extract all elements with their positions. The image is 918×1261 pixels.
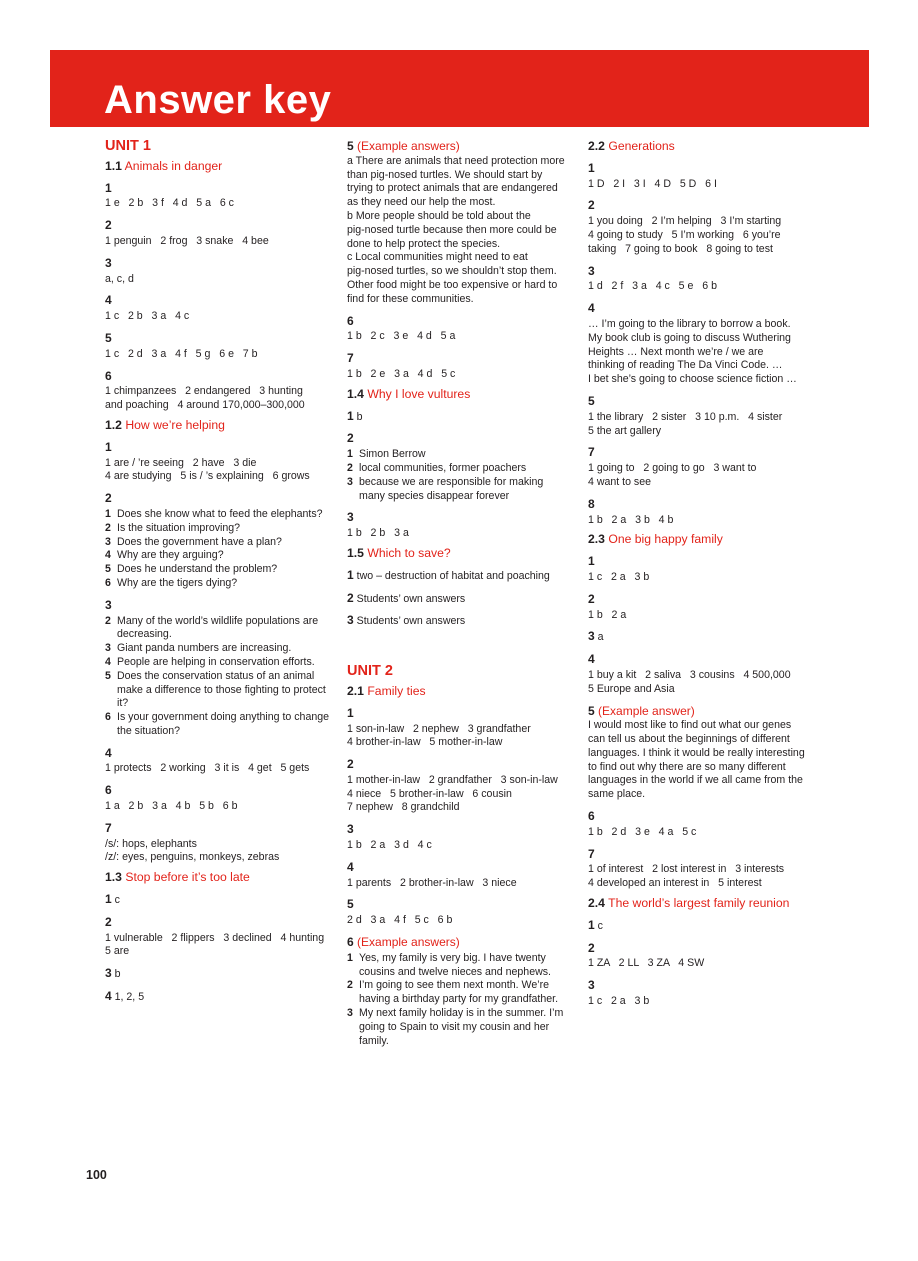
item-number: 1	[347, 951, 353, 964]
page-number: 100	[86, 1168, 107, 1182]
answer-item	[105, 656, 333, 670]
section-heading	[588, 533, 813, 547]
item-text: because we are responsible for making many species disappear forever	[359, 475, 544, 502]
answer-line: 1 penguin 2 frog 3 snake 4 bee	[105, 234, 269, 247]
item-text: Why are they arguing?	[117, 549, 224, 562]
exercise-number: 2	[588, 940, 595, 955]
exercise	[347, 315, 572, 345]
section-heading	[347, 685, 572, 699]
exercise	[588, 446, 813, 489]
answer-line: 1 buy a kit 2 saliva 3 cousins 4 500,000	[588, 668, 791, 681]
exercise-number: 1	[105, 439, 112, 454]
section-number: 2.2	[588, 139, 605, 153]
answer-line: a, c, d	[105, 272, 134, 285]
section-title: Why I love vultures	[367, 386, 471, 401]
section-title: Stop before it’s too late	[125, 870, 250, 885]
answer-line: 1 b 2 a	[588, 608, 627, 621]
answer-column-1	[105, 140, 333, 1005]
item-text: Why are the tigers dying?	[117, 576, 238, 589]
answer-item	[105, 508, 333, 522]
answer-line: 1 vulnerable 2 flippers 3 declined 4 hunting	[105, 931, 325, 944]
answer-line: 4 want to see	[588, 475, 652, 488]
section-number: 1.3	[105, 870, 122, 885]
exercise-number: 2	[588, 591, 595, 606]
exercise-number: 1	[105, 892, 112, 907]
answer-item	[347, 1007, 572, 1048]
answer-line: 1 the library 2 sister 3 10 p.m. 4 sister	[588, 410, 783, 423]
section-title: The world’s largest family reunion	[608, 896, 790, 911]
answer-line: Heights … Next month we’re / we are	[588, 345, 764, 358]
exercise-number: 5	[588, 393, 595, 408]
exercise	[105, 182, 333, 212]
answer-line: thinking of reading The Da Vinci Code. …	[588, 359, 783, 372]
section-title: One big happy family	[608, 532, 723, 547]
item-number: 6	[105, 576, 111, 589]
answer-line: b More people should be told about the	[347, 209, 531, 222]
exercise-number: 3	[588, 263, 595, 278]
answer-line: 1 of interest 2 lost interest in 3 interests	[588, 863, 785, 876]
answer-line: 1 are / ’re seeing 2 have 3 die	[105, 456, 257, 469]
answer-line: trying to protect animals that are endangered	[347, 182, 558, 195]
exercise	[105, 441, 333, 484]
item-number: 1	[347, 448, 353, 461]
section-number: 2.3	[588, 532, 605, 547]
exercise-number: 4	[588, 652, 595, 667]
answer-item	[347, 448, 572, 462]
exercise-number: 3	[588, 978, 595, 993]
item-number: 5	[105, 669, 111, 682]
answer-line: 1 going to 2 going to go 3 want to	[588, 462, 757, 475]
answer-line: I would most like to find out what our genes	[588, 719, 792, 732]
item-number: 2	[105, 614, 111, 627]
answer-item	[105, 615, 333, 643]
exercise	[588, 302, 813, 387]
exercise-number: 7	[588, 445, 595, 460]
answer-line: pig-nosed turtles, so we shouldn’t stop them.	[347, 265, 557, 278]
item-number: 2	[347, 979, 353, 992]
exercise-number: 3	[347, 510, 354, 525]
answer-paragraph	[588, 719, 813, 802]
exercise-subtitle	[347, 936, 572, 950]
answer-line: 1 d 2 f 3 a 4 c 5 e 6 b	[588, 280, 717, 293]
exercise-number: 7	[347, 351, 354, 366]
exercise	[588, 810, 813, 840]
section-number: 6	[347, 935, 354, 950]
exercise	[105, 219, 333, 249]
exercise-number: 1	[105, 180, 112, 195]
exercise-number: 7	[105, 820, 112, 835]
exercise-number: 1	[347, 705, 354, 720]
exercise-number: 1	[347, 408, 354, 423]
item-number: 5	[105, 563, 111, 576]
answer-line: 1 a 2 b 3 a 4 b 5 b 6 b	[105, 800, 238, 813]
exercise	[347, 432, 572, 503]
exercise	[588, 555, 813, 585]
exercise-number: 6	[105, 368, 112, 383]
section-title: Animals in danger	[124, 158, 223, 173]
exercise-inline	[347, 410, 572, 425]
item-number: 2	[347, 461, 353, 474]
item-text: Is the situation improving?	[117, 521, 241, 534]
exercise-answer: b	[114, 968, 121, 981]
exercise-number: 8	[588, 496, 595, 511]
exercise-number: 2	[105, 914, 112, 929]
exercise-number: 3	[105, 597, 112, 612]
item-number: 1	[105, 507, 111, 520]
exercise-answer: b	[356, 410, 363, 423]
exercise-number: 1	[588, 554, 595, 569]
answer-line: 4 brother-in-law 5 mother-in-law	[347, 736, 503, 749]
exercise	[588, 265, 813, 295]
answer-item	[347, 979, 572, 1007]
section-number: 1.2	[105, 417, 122, 432]
section-title: (Example answer)	[598, 703, 695, 718]
exercise-inline	[588, 630, 813, 645]
exercise-number: 5	[347, 897, 354, 912]
answer-line: 5 Europe and Asia	[588, 682, 675, 695]
answer-line: 1 b 2 b 3 a	[347, 527, 409, 540]
item-number: 6	[105, 711, 111, 724]
exercise-answer: two – destruction of habitat and poaching	[356, 569, 550, 582]
section-heading	[588, 140, 813, 154]
item-text: Giant panda numbers are increasing.	[117, 642, 292, 655]
item-text: Does the government have a plan?	[117, 535, 282, 548]
exercise	[347, 952, 572, 1049]
exercise-number: 2	[347, 431, 354, 446]
item-number: 4	[105, 655, 111, 668]
item-text: Is your government doing anything to change the situation?	[117, 711, 330, 737]
item-text: Does the conservation status of an animal make a difference to those fighting to protect it?	[117, 669, 326, 710]
answer-line: taking 7 going to book 8 going to test	[588, 242, 773, 255]
exercise	[588, 395, 813, 438]
answer-item	[105, 536, 333, 550]
exercise	[588, 498, 813, 528]
answer-item	[105, 563, 333, 577]
answer-line: 1 mother-in-law 2 grandfather 3 son-in-law	[347, 773, 558, 786]
item-number: 3	[105, 535, 111, 548]
exercise	[347, 898, 572, 928]
exercise	[347, 758, 572, 815]
answer-line: same place.	[588, 788, 646, 801]
exercise-number: 4	[105, 989, 112, 1004]
exercise-number: 1	[588, 917, 595, 932]
exercise-subtitle	[347, 140, 572, 154]
exercise	[105, 370, 333, 413]
answer-line: 1 c 2 d 3 a 4 f 5 g 6 e 7 b	[105, 347, 258, 360]
answer-line: to find out why there are so many different	[588, 760, 786, 773]
exercise	[105, 332, 333, 362]
answer-column-2	[347, 140, 572, 1048]
item-number: 4	[105, 549, 111, 562]
exercise-number: 6	[105, 783, 112, 798]
item-text: People are helping in conservation efforts.	[117, 655, 315, 668]
answer-line: 1 b 2 c 3 e 4 d 5 a	[347, 330, 456, 343]
answer-line: 1 b 2 d 3 e 4 a 5 c	[588, 825, 697, 838]
answer-column-3	[588, 140, 813, 1009]
item-text: Simon Berrow	[359, 448, 426, 461]
answer-line: 2 d 3 a 4 f 5 c 6 b	[347, 914, 453, 927]
answer-item	[347, 952, 572, 980]
answer-item	[105, 670, 333, 711]
section-number: 5	[588, 703, 595, 718]
answer-line: 5 the art gallery	[588, 424, 662, 437]
answer-item	[105, 549, 333, 563]
exercise	[347, 861, 572, 891]
exercise-number: 1	[588, 160, 595, 175]
answer-line: than pig-nosed turtles. We should start by	[347, 168, 543, 181]
section-heading	[347, 547, 572, 561]
answer-line: and poaching 4 around 170,000–300,000	[105, 399, 305, 412]
answer-item	[105, 642, 333, 656]
exercise-number: 2	[105, 491, 112, 506]
section-heading	[105, 871, 333, 885]
exercise-answer: a	[597, 631, 604, 644]
exercise-number: 2	[105, 218, 112, 233]
item-text: My next family holiday is in the summer. I’m going to Spain to visit my cousin and her family.	[359, 1007, 564, 1047]
section-title: (Example answers)	[357, 935, 460, 950]
answer-item	[347, 462, 572, 476]
page-title: Answer key	[104, 78, 332, 122]
answer-line: /z/: eyes, penguins, monkeys, zebras	[105, 851, 280, 864]
exercise-inline	[347, 614, 572, 629]
answer-line: 4 going to study 5 I’m working 6 you’re	[588, 228, 781, 241]
answer-line: 1 c 2 a 3 b	[588, 570, 650, 583]
section-number: 2.1	[347, 683, 364, 698]
exercise-inline	[588, 919, 813, 934]
answer-line: languages. I think it would be really interesting	[588, 746, 805, 759]
exercise-number: 7	[588, 846, 595, 861]
exercise-number: 4	[105, 293, 112, 308]
exercise	[105, 257, 333, 287]
answer-paragraph	[347, 155, 572, 307]
section-heading	[105, 419, 333, 433]
section-number: 5	[347, 139, 354, 153]
answer-line: /s/: hops, elephants	[105, 837, 197, 850]
answer-line: 7 nephew 8 grandchild	[347, 801, 460, 814]
exercise-answer: c	[597, 919, 603, 932]
section-title: (Example answers)	[357, 139, 460, 153]
exercise-number: 4	[105, 745, 112, 760]
answer-item	[105, 577, 333, 591]
exercise-number: 5	[105, 330, 112, 345]
exercise	[588, 979, 813, 1009]
answer-item	[105, 711, 333, 739]
answer-line: 4 developed an interest in 5 interest	[588, 877, 762, 890]
exercise	[105, 492, 333, 591]
exercise-inline	[347, 569, 572, 584]
exercise-number: 4	[588, 301, 595, 316]
exercise	[105, 747, 333, 777]
exercise-inline	[347, 592, 572, 607]
section-number: 1.1	[105, 158, 122, 173]
exercise-number: 1	[347, 567, 354, 582]
exercise	[347, 707, 572, 750]
item-text: Does she know what to feed the elephants?	[117, 507, 323, 520]
answer-line: can tell us about the beginnings of different	[588, 733, 790, 746]
exercise	[105, 784, 333, 814]
section-heading	[588, 897, 813, 911]
answer-line: a There are animals that need protection more	[347, 154, 565, 167]
answer-line: 5 are	[105, 945, 130, 958]
answer-line: pig-nosed turtle because then more could be	[347, 223, 557, 236]
exercise-answer: 1, 2, 5	[114, 991, 145, 1004]
exercise-number: 3	[105, 966, 112, 981]
exercise	[347, 352, 572, 382]
answer-line: 4 are studying 5 is / ’s explaining 6 grows	[105, 470, 310, 483]
answer-line: 1 D 2 I 3 I 4 D 5 D 6 I	[588, 177, 717, 190]
exercise	[105, 916, 333, 959]
item-number: 2	[105, 521, 111, 534]
section-title: Family ties	[367, 683, 426, 698]
exercise-number: 6	[588, 809, 595, 824]
item-number: 3	[347, 475, 353, 488]
answer-line: 1 b 2 e 3 a 4 d 5 c	[347, 367, 456, 380]
answer-line: 4 niece 5 brother-in-law 6 cousin	[347, 787, 512, 800]
exercise-number: 3	[588, 629, 595, 644]
answer-line: 1 protects 2 working 3 it is 4 get 5 gets	[105, 762, 310, 775]
item-number: 3	[347, 1007, 353, 1020]
unit-heading: UNIT 2	[347, 663, 393, 680]
exercise-number: 2	[347, 757, 354, 772]
exercise	[588, 653, 813, 696]
exercise-inline	[105, 990, 333, 1005]
item-text: local communities, former poachers	[359, 461, 527, 474]
answer-line: 1 c 2 a 3 b	[588, 995, 650, 1008]
answer-line: My book club is going to discuss Wuthering	[588, 331, 791, 344]
item-text: Does he understand the problem?	[117, 563, 278, 576]
answer-line: … I’m going to the library to borrow a book.	[588, 317, 791, 330]
answer-line: 1 parents 2 brother-in-law 3 niece	[347, 876, 517, 889]
exercise	[588, 162, 813, 192]
exercise-number: 4	[347, 859, 354, 874]
section-title: How we’re helping	[125, 417, 225, 432]
exercise	[347, 511, 572, 541]
item-number: 3	[105, 642, 111, 655]
section-number: 1.4	[347, 386, 364, 401]
exercise	[105, 599, 333, 739]
answer-line: 1 son-in-law 2 nephew 3 grandfather	[347, 722, 531, 735]
exercise	[588, 942, 813, 972]
exercise-number: 3	[347, 613, 354, 628]
exercise-answer: Students’ own answers	[356, 592, 466, 605]
answer-line: Other food might be too expensive or hard to	[347, 278, 558, 291]
exercise	[105, 822, 333, 865]
answer-line: 1 c 2 b 3 a 4 c	[105, 310, 190, 323]
section-title: Generations	[608, 139, 675, 153]
item-text: I’m going to see them next month. We’re having a birthday party for my grandfather.	[359, 979, 559, 1006]
answer-line: 1 you doing 2 I’m helping 3 I’m starting	[588, 215, 782, 228]
section-heading	[347, 388, 572, 402]
answer-line: as they need our help the most.	[347, 196, 496, 209]
item-text: Yes, my family is very big. I have twenty cousins and twelve nieces and nephews.	[359, 951, 551, 978]
section-number: 1.5	[347, 545, 364, 560]
answer-line: c Local communities might need to eat	[347, 251, 528, 264]
exercise	[588, 848, 813, 891]
section-heading	[105, 160, 333, 174]
exercise-answer: Students’ own answers	[356, 615, 466, 628]
exercise	[347, 823, 572, 853]
exercise	[588, 199, 813, 256]
exercise-inline	[105, 967, 333, 982]
exercise-number: 3	[347, 822, 354, 837]
exercise-number: 6	[347, 313, 354, 328]
exercise-number: 2	[347, 590, 354, 605]
exercise-subtitle	[588, 705, 813, 719]
answer-line: languages in the world if we all came from the	[588, 774, 803, 787]
exercise-inline	[105, 893, 333, 908]
exercise-answer: c	[114, 894, 120, 907]
unit-heading: UNIT 1	[105, 138, 151, 154]
exercise	[588, 593, 813, 623]
item-text: Many of the world’s wildlife populations are decreasing.	[117, 614, 319, 641]
section-title: Which to save?	[367, 545, 451, 560]
answer-line: I bet she’s going to choose science fiction …	[588, 373, 797, 386]
answer-item	[347, 476, 572, 504]
exercise	[105, 294, 333, 324]
exercise-number: 3	[105, 255, 112, 270]
answer-item	[105, 522, 333, 536]
answer-line: 1 chimpanzees 2 endangered 3 hunting	[105, 385, 303, 398]
answer-line: 1 b 2 a 3 d 4 c	[347, 839, 432, 852]
exercise-number: 2	[588, 198, 595, 213]
section-number: 2.4	[588, 896, 605, 911]
answer-line: 1 b 2 a 3 b 4 b	[588, 513, 674, 526]
answer-line: done to help protect the species.	[347, 237, 501, 250]
answer-line: 1 e 2 b 3 f 4 d 5 a 6 c	[105, 197, 234, 210]
answer-line: find for these communities.	[347, 292, 474, 305]
answer-line: 1 ZA 2 LL 3 ZA 4 SW	[588, 957, 705, 970]
